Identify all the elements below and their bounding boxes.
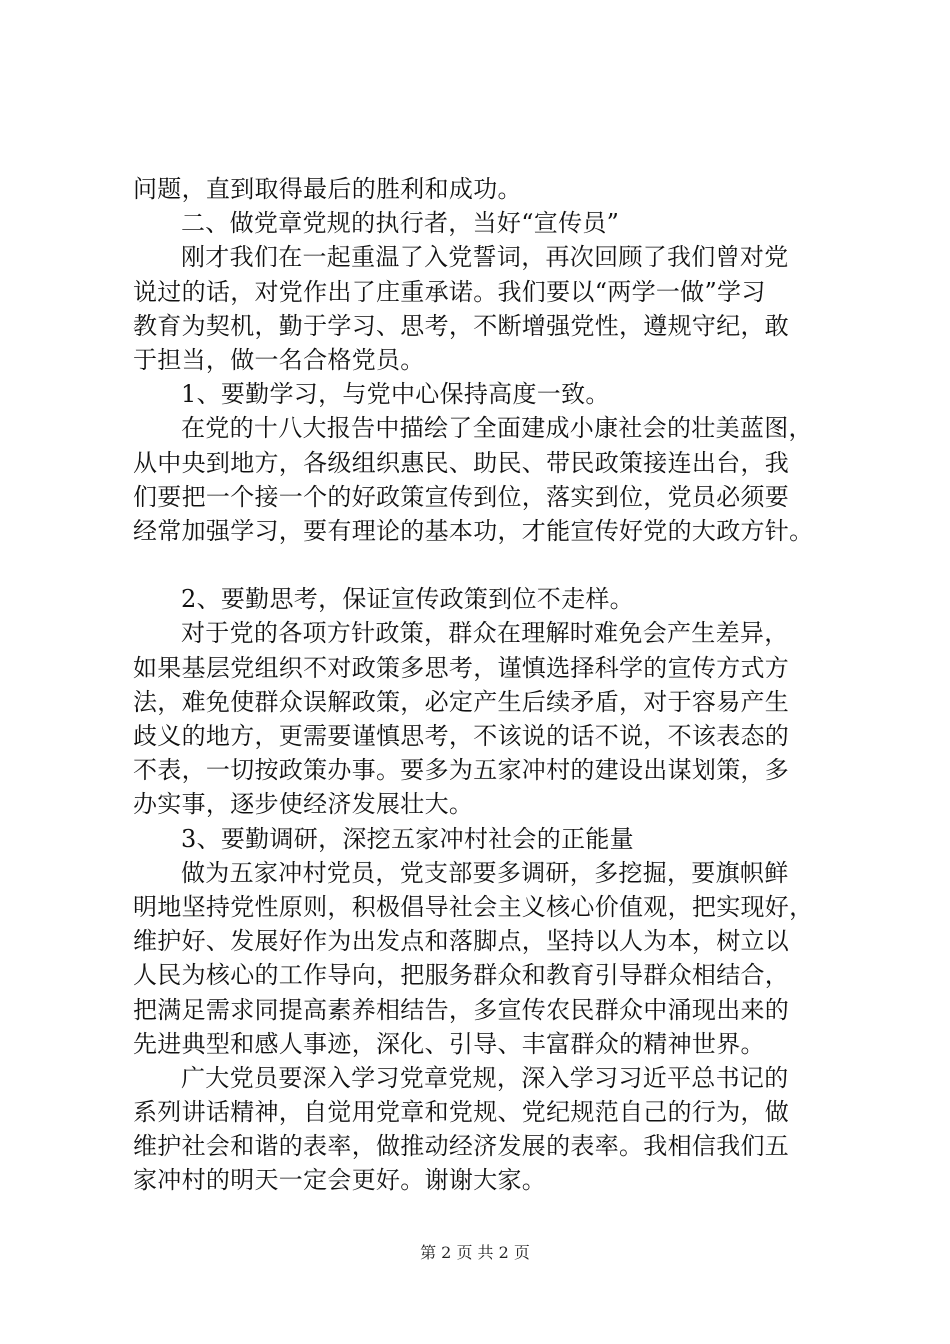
paragraph-line: 刚才我们在一起重温了入党誓词，再次回顾了我们曾对党 (181, 243, 789, 272)
paragraph-line: 于担当，做一名合格党员。 (133, 345, 425, 374)
paragraph-line: 不表，一切按政策办事。要多为五家冲村的建设出谋划策，多 (133, 756, 790, 785)
section-heading: 二、做党章党规的执行者，当好“宣传员” (181, 209, 620, 238)
document-body (133, 172, 857, 1198)
paragraph-line: 法，难免使群众误解政策，必定产生后续矛盾，对于容易产生 (133, 687, 790, 716)
paragraph-line: 教育为契机，勤于学习、思考，不断增强党性，遵规守纪，敢 (133, 311, 790, 340)
paragraph-line: 系列讲话精神，自觉用党章和党规、党纪规范自己的行为，做 (133, 1098, 790, 1127)
paragraph-line: 先进典型和感人事迹，深化、引导、丰富群众的精神世界。 (133, 1029, 765, 1058)
paragraph-line: 家冲村的明天一定会更好。谢谢大家。 (133, 1166, 547, 1195)
paragraph-line: 维护好、发展好作为出发点和落脚点，坚持以人为本，树立以 (133, 927, 790, 956)
paragraph-line: 广大党员要深入学习党章党规，深入学习习近平总书记的 (181, 1063, 789, 1092)
page-number-footer: 第 2 页 共 2 页 (420, 1243, 530, 1262)
subsection-heading-1: 1、要勤学习，与党中心保持高度一致。 (181, 380, 610, 409)
paragraph-line: 做为五家冲村党员，党支部要多调研，多挖掘，要旗帜鲜 (181, 858, 789, 887)
paragraph-line: 人民为核心的工作导向，把服务群众和教育引导群众相结合， (133, 961, 790, 990)
paragraph-gap (133, 548, 857, 582)
paragraph-line: 在党的十八大报告中描绘了全面建成小康社会的壮美蓝图， (181, 414, 813, 443)
paragraph-line: 歧义的地方，更需要谨慎思考，不该说的话不说，不该表态的 (133, 722, 790, 750)
paragraph-line: 明地坚持党性原则，积极倡导社会主义核心价值观，把实现好， (133, 892, 814, 921)
paragraph-line: 办实事，逐步使经济发展壮大。 (133, 790, 474, 819)
paragraph-line: 们要把一个接一个的好政策宣传到位，落实到位，党员必须要 (133, 482, 790, 511)
paragraph-continuation-line: 问题，直到取得最后的胜利和成功。 (133, 175, 522, 203)
paragraph-line: 维护社会和谐的表率，做推动经济发展的表率。我相信我们五 (133, 1132, 790, 1161)
paragraph-line: 说过的话，对党作出了庄重承诺。我们要以“两学一做”学习 (133, 277, 766, 306)
paragraph-line: 从中央到地方，各级组织惠民、助民、带民政策接连出台，我 (133, 448, 790, 477)
subsection-heading-2: 2、要勤思考，保证宣传政策到位不走样。 (181, 585, 634, 614)
subsection-heading-3: 3、要勤调研，深挖五家冲村社会的正能量 (181, 824, 634, 853)
paragraph-line: 把满足需求同提高素养相结告，多宣传农民群众中涌现出来的 (133, 995, 790, 1024)
paragraph-line: 如果基层党组织不对政策多思考，谨慎选择科学的宣传方式方 (133, 653, 790, 682)
paragraph-line: 对于党的各项方针政策，群众在理解时难免会产生差异， (181, 619, 789, 648)
paragraph-line: 经常加强学习，要有理论的基本功，才能宣传好党的大政方针。 (133, 516, 814, 545)
